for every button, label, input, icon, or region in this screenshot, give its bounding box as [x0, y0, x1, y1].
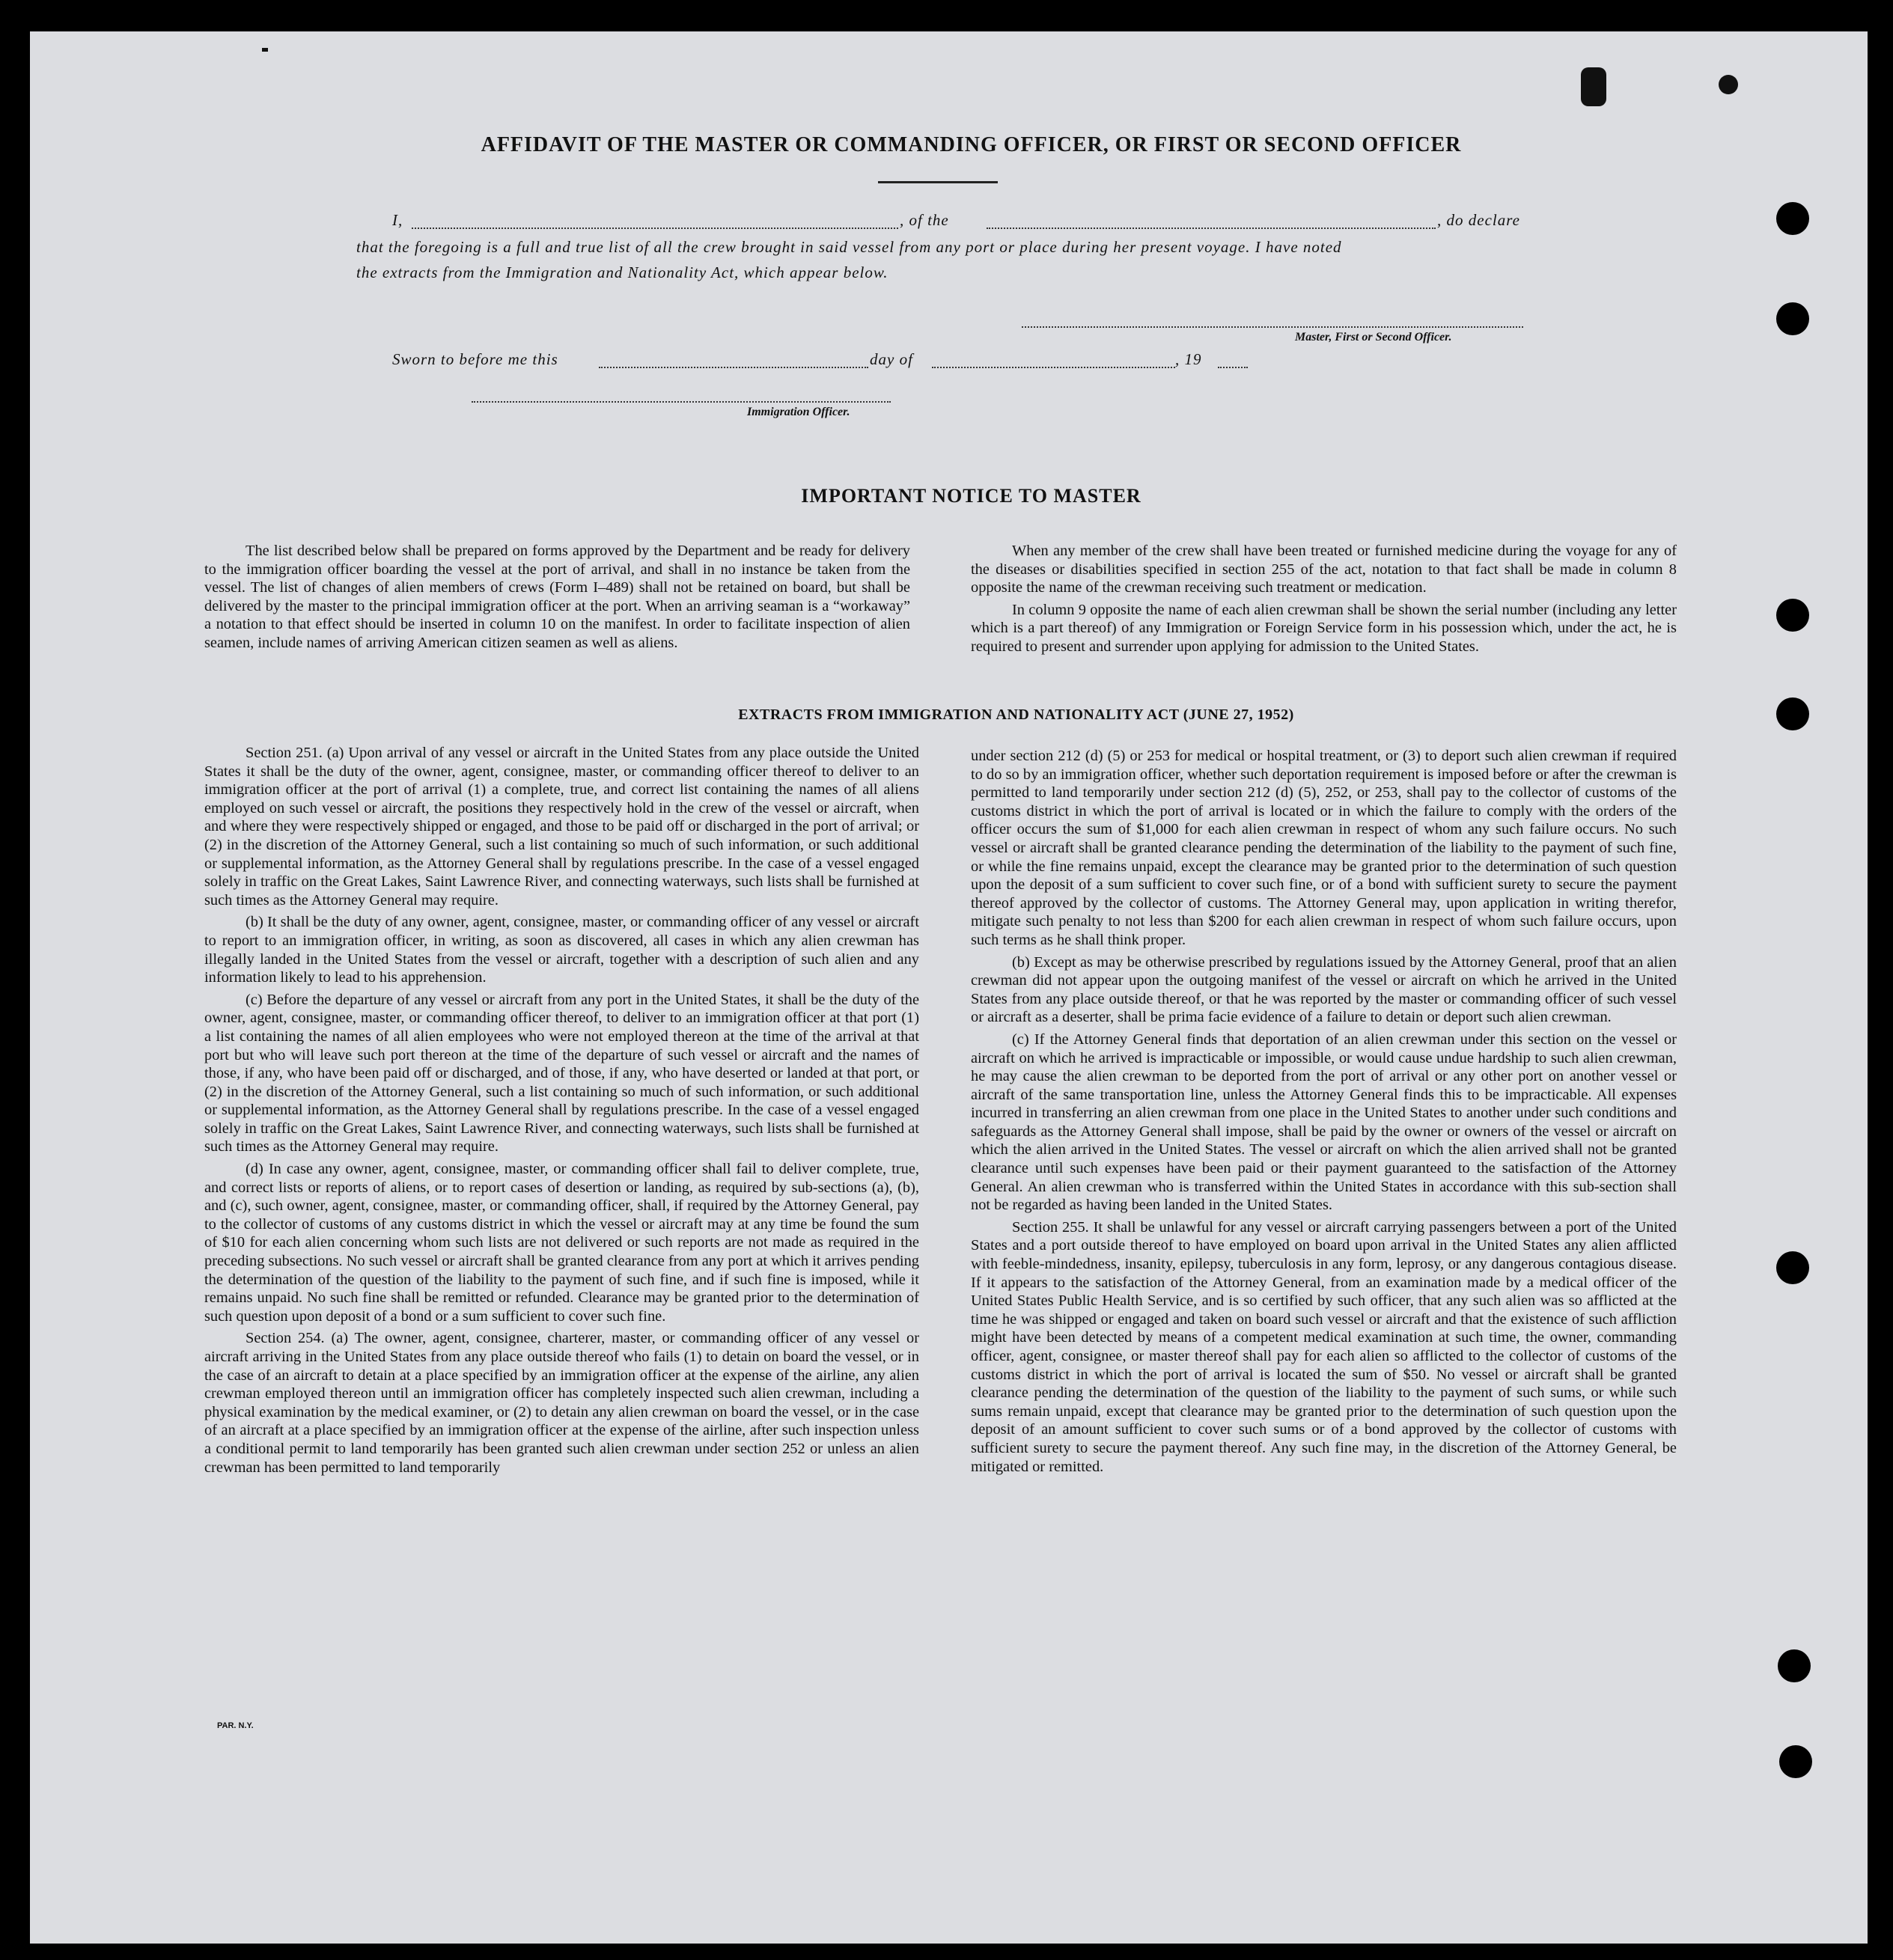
extract-paragraph: (b) Except as may be otherwise prescribed by regulations issued by the Attorney General, proof that an alien crewman did not appear upon the outgoing manifest of the vessel or aircraft on which he arrived in the United States from any place outside thereof, or that he was reported by the master or commanding officer of such vessel or aircraft as a deserter, shall be prima facie evidence of a failure to detain or deport such alien crewman. [971, 953, 1677, 1026]
punch-hole [1779, 1745, 1812, 1778]
sworn-label: Sworn to before me this [392, 350, 558, 368]
affidavit-declare-label: , do declare [1437, 211, 1520, 229]
notice-paragraph: The list described below shall be prepared on forms approved by the Department and be ready for delivery to the immigration officer boarding the vessel at the port of arrival, and shall in no instance be taken from the vessel. The list of changes of alien members of crews (Form I–489) shall not be retained on board, but shall be delivered by the master to the principal immigration officer at the port. When an arriving seaman is a “workaway” a notation to that effect should be inserted in column 10 on the manifest. In order to facilitate inspection of alien seamen, include names of arriving American citizen seamen as well as aliens. [204, 543, 910, 651]
sworn-month-blank[interactable] [932, 367, 1175, 368]
extracts-left-column [204, 744, 919, 1480]
extracts-right-column [971, 747, 1677, 1480]
scan-mark [262, 48, 268, 52]
extract-paragraph: (c) If the Attorney General finds that deportation of an alien crewman under this section on the vessel or aircraft on which he arrived is impracticable or impossible, or would cause undue hardship to such alien crewman, he may cause the alien crewman to be deported from the port of arrival or any other port on another vessel or aircraft of the same transportation line, unless the Attorney General finds this to be impracticable. All expenses incurred in transferring an alien crewman from one place in the United States to another under such conditions and safeguards as the Attorney General shall impose, shall be paid by the owner or owners of the vessel or aircraft on which the alien arrived in the United States. The vessel or aircraft on which the alien arrived shall not be granted clearance until such expenses have been paid or their payment guaranteed to the satisfaction of the Attorney General. An alien crewman who is transferred within the United States in accordance with this sub-section shall not be regarded as having been landed in the United States. [971, 1031, 1677, 1214]
extract-paragraph: (b) It shall be the duty of any owner, agent, consignee, master, or commanding officer of any vessel or aircraft to report to an immigration officer, in writing, as soon as discovered, all cases in which any alien crewman has illegally landed in the United States from the vessel or aircraft, together with a description of such alien and any information likely to lead to his apprehension. [204, 914, 919, 986]
punch-hole [1776, 202, 1809, 235]
sworn-year-blank[interactable] [1218, 367, 1248, 368]
extract-paragraph: (d) In case any owner, agent, consignee, master, or commanding officer shall fail to deliver complete, true, and correct lists or reports of aliens, or to report cases of desertion or landing, as required by sub-sections (a), (b), and (c), such owner, agent, consignee, master, or commanding officer, shall, if required by the Attorney General, pay to the collector of customs of any customs district in which the vessel or aircraft may at any time be found the sum of $10 for each alien concerning whom such lists are not delivered or such reports are not made as required in the preceding subsections. No such vessel or aircraft shall be granted clearance from any port at which it arrives pending the determination of the question of the liability to the payment of such fine, and if such fine is imposed, while it remains unpaid. No such fine shall be remitted or refunded. Clearance may be granted prior to the determination of such question upon deposit of a bond or a sum sufficient to cover such fine. [204, 1161, 919, 1325]
extract-paragraph: under section 212 (d) (5) or 253 for medical or hospital treatment, or (3) to deport such alien crewman if required to do so by an immigration officer, whether such deportation requirement is imposed before or after the crewman is permitted to land temporarily under section 212 (d) (5), 252, or 253, shall pay to the collector of customs of the customs district in which the port of arrival is located or in which the failure to comply with the orders of the officer occurs the sum of $1,000 for each alien crewman in respect of whom any such failure occurs. No such vessel or aircraft shall be granted clearance pending the determination of the liability to the payment of such fine, or while the fine remains unpaid, except the clearance may be granted prior to the determination of such question upon the deposit of a sum sufficient to cover such fine, or of a bond with sufficient surety to secure the payment thereof approved by the collector of customs. The Attorney General may, upon application in writing therefor, mitigate such penalty to not less than $200 for each alien crewman in respect of whom such failure occurs, upon such terms as he shall think proper. [971, 748, 1677, 948]
affidavit-name-label: I, [392, 211, 403, 229]
punch-hole [1778, 1649, 1811, 1682]
extract-paragraph: Section 251. (a) Upon arrival of any vessel or aircraft in the United States from any place outside the United States it shall be the duty of the owner, agent, consignee, master, or commanding officer thereof to deliver to an immigration officer at the port of arrival (1) a complete, true, and correct list containing the names of all aliens employed on such vessel or aircraft, the positions they respectively hold in the crew of the vessel or aircraft, when and where they were respectively shipped or engaged, and those to be paid off or discharged in the port of arrival; or (2) in the discretion of the Attorney General, such a list containing so much of such information, or such additional or supplemental information, as the Attorney General shall by regulations prescribe. In the case of a vessel engaged solely in traffic on the Great Lakes, Saint Lawrence River, and connecting waterways, such lists shall be furnished at such times as the Attorney General may require. [204, 745, 919, 909]
notice-paragraph: In column 9 opposite the name of each alien crewman shall be shown the serial number (including any letter which is a part thereof) of any Immigration or Foreign Service form in his possession which, under the act, he is required to present and surrender upon applying for admission to the United States. [971, 601, 1677, 655]
scan-mark [1719, 75, 1738, 94]
sworn-year-label: , 19 [1175, 350, 1202, 368]
master-signature-line[interactable] [1022, 326, 1523, 328]
title-underline [878, 181, 998, 183]
extract-paragraph: Section 255. It shall be unlawful for any vessel or aircraft carrying passengers between a port of the United States and a port outside thereof to have employed on board upon arrival in the United States any alien afflicted with feeble-mindedness, insanity, epilepsy, tuberculosis in any form, leprosy, or any dangerous contagious disease. If it appears to the satisfaction of the Attorney General, from an examination made by a medical officer of the United States Public Health Service, and is so certified by such officer, that any such alien was so afflicted at the time he was shipped or engaged and taken on board such vessel or aircraft and that the existence of such affliction might have been detected by means of a competent medical examination at such time, the owner, commanding officer, agent, consignee, or master thereof shall pay for each alien so afflicted to the collector of customs of the customs district in which the port of arrival is located the sum of $50. No vessel or aircraft shall be granted clearance pending the determination of the question of the liability to the payment of such sums, or while such sums remain unpaid, except that clearance may be granted prior to the determination of such question upon the deposit of an amount sufficient to cover such sums or of a bond approved by the collector of customs with sufficient surety to secure the payment thereof. Any such fine may, in the discretion of the Attorney General, be mitigated or remitted. [971, 1218, 1677, 1475]
immigration-officer-caption: Immigration Officer. [747, 406, 850, 418]
notice-title: IMPORTANT NOTICE TO MASTER [801, 485, 1141, 507]
vessel-blank[interactable] [987, 228, 1436, 229]
extract-paragraph: (c) Before the departure of any vessel or aircraft from any port in the United States, it shall be the duty of the owner, agent, consignee, master, or commanding officer thereof, to deliver to an immigration officer at that port (1) a list containing the names of all alien employees who were not employed thereon at the time of the arrival at that port but who will leave such port thereon at the time of the departure of such vessel or aircraft and the names of those, if any, who have been paid off or discharged, and of those, if any, who have deserted or landed at that port, or (2) in the discretion of the Attorney General, such a list containing so much of such information, or such additional or supplemental information, as the Attorney General shall by regulations prescribe. In the case of a vessel engaged solely in traffic on the Great Lakes, Saint Lawrence River, and connecting waterways, such lists shall be furnished at such times as the Attorney General may require. [204, 991, 919, 1155]
affidavit-statement-line: the extracts from the Immigration and Nationality Act, which appear below. [356, 263, 888, 281]
master-signature-caption: Master, First or Second Officer. [1295, 331, 1452, 344]
scan-mark [1581, 67, 1606, 106]
notice-right-column [971, 542, 1677, 660]
punch-hole [1776, 599, 1809, 632]
notice-paragraph: When any member of the crew shall have been treated or furnished medicine during the voyage for any of the diseases or disabilities specified in section 255 of the act, notation to that fact shall be made in column 8 opposite the name of the crewman receiving such treatment or medication. [971, 543, 1677, 596]
sworn-day-label: day of [870, 350, 913, 368]
printer-mark: PAR. N.Y. [217, 1721, 254, 1730]
affidavit-title: AFFIDAVIT OF THE MASTER OR COMMANDING OFFICER, OR FIRST OR SECOND OFFICER [481, 133, 1462, 156]
name-blank[interactable] [412, 228, 898, 229]
sworn-date-blank[interactable] [599, 367, 868, 368]
document-page [30, 31, 1868, 1944]
notice-left-column [204, 542, 910, 656]
extracts-title: EXTRACTS FROM IMMIGRATION AND NATIONALITY ACT (JUNE 27, 1952) [738, 706, 1294, 723]
affidavit-statement-line: that the foregoing is a full and true list of all the crew brought in said vessel from any port or place during her present voyage. I have noted [356, 238, 1342, 256]
extract-paragraph: Section 254. (a) The owner, agent, consignee, charterer, master, or commanding officer of any vessel or aircraft arriving in the United States from any place outside thereof who fails (1) to detain on board the vessel, or in the case of an aircraft to detain at a place specified by an immigration officer at the expense of the airline, any alien crewman employed thereon until an immigration officer has completely inspected such alien crewman, including a physical examination by the medical examiner, or (2) to detain any alien crewman on board the vessel, or in the case of an aircraft at a place specified by an immigration officer at the expense of the airline, after such inspection unless a conditional permit to land temporarily has been granted such alien crewman under section 252 or unless an alien crewman has been permitted to land temporarily [204, 1330, 919, 1476]
punch-hole [1776, 302, 1809, 335]
punch-hole [1776, 1251, 1809, 1284]
immigration-officer-signature-line[interactable] [472, 401, 891, 403]
affidavit-vessel-label: , of the [900, 211, 949, 229]
